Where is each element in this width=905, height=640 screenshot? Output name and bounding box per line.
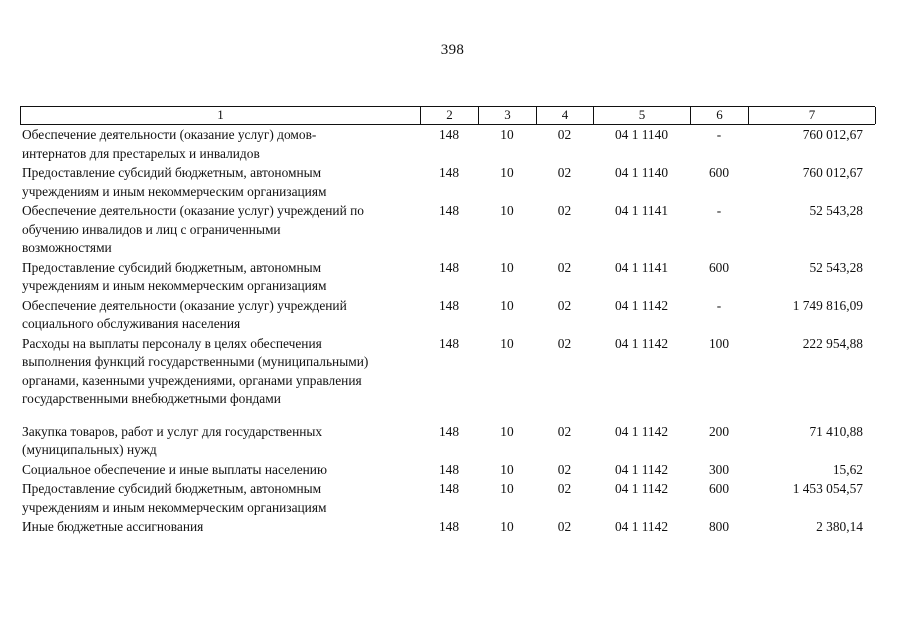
admin-code: 148 (438, 519, 460, 534)
amount-value: 52 543,28 (809, 203, 863, 218)
section-code: 10 (500, 297, 514, 313)
admin-code: 148 (438, 259, 460, 275)
section-code: 10 (500, 203, 514, 218)
description-line: Социальное обеспечение и иные выплаты населению (22, 461, 327, 477)
subsection-code: 02 (557, 335, 572, 351)
amount-value: 760 012,67 (802, 127, 863, 142)
table-row (20, 334, 875, 409)
description-line: учреждениям и иным некоммерческим организациям (22, 278, 327, 293)
target-article-code: 04 1 1142 (614, 297, 669, 313)
row-description (20, 517, 420, 537)
target-article-code: 04 1 1141 (614, 259, 669, 275)
description-line: (муниципальных) нужд (22, 442, 157, 457)
table-row (20, 517, 875, 537)
section-code: 10 (500, 481, 514, 496)
description-line: Закупка товаров, работ и услуг для государственных (22, 423, 323, 439)
expense-type-code: - (716, 127, 722, 142)
table-row (20, 163, 875, 201)
column-header: 1 (21, 107, 421, 124)
description-line: Обеспечение деятельности (оказание услуг) домов- (22, 127, 317, 142)
budget-table (20, 106, 875, 537)
description-line: Предоставление субсидий бюджетным, автономным (22, 259, 322, 275)
description-line: Обеспечение деятельности (оказание услуг) учреждений (22, 297, 347, 313)
admin-code: 148 (438, 481, 460, 496)
expense-type-code: 600 (708, 259, 730, 275)
section-code: 10 (500, 127, 514, 142)
table-header-row (20, 106, 875, 125)
admin-code: 148 (438, 335, 460, 351)
section-code: 10 (500, 519, 514, 534)
column-header: 7 (749, 107, 876, 124)
row-description (20, 258, 420, 296)
target-article-code: 04 1 1142 (614, 461, 669, 477)
section-code: 10 (500, 335, 514, 351)
table-row (20, 460, 875, 480)
amount-value: 760 012,67 (802, 165, 863, 180)
amount-value: 71 410,88 (809, 423, 863, 439)
subsection-code: 02 (557, 519, 572, 534)
expense-type-code: 600 (708, 481, 730, 496)
subsection-code: 02 (557, 297, 572, 313)
target-article-code: 04 1 1141 (614, 203, 669, 218)
row-description (20, 479, 420, 517)
subsection-code: 02 (557, 259, 572, 275)
description-line: Предоставление субсидий бюджетным, автономным (22, 165, 322, 180)
subsection-code: 02 (557, 203, 572, 218)
amount-value: 1 453 054,57 (792, 481, 863, 496)
expense-type-code: 600 (708, 165, 730, 180)
section-code: 10 (500, 461, 514, 477)
subsection-code: 02 (557, 127, 572, 142)
column-header: 4 (537, 107, 594, 124)
admin-code: 148 (438, 203, 460, 218)
expense-type-code: - (716, 203, 722, 218)
table-body (20, 125, 875, 537)
row-description (20, 296, 420, 334)
description-line: государственными внебюджетными фондами (22, 391, 281, 406)
table-row (20, 125, 875, 163)
admin-code: 148 (438, 127, 460, 142)
description-line: Обеспечение деятельности (оказание услуг) учреждений по (22, 203, 364, 218)
section-code: 10 (500, 423, 514, 439)
admin-code: 148 (438, 461, 460, 477)
section-code: 10 (500, 259, 514, 275)
expense-type-code: 100 (708, 335, 730, 351)
admin-code: 148 (438, 297, 460, 313)
target-article-code: 04 1 1142 (614, 423, 669, 439)
description-line: учреждениям и иным некоммерческим организациям (22, 183, 327, 199)
column-header: 3 (479, 107, 537, 124)
amount-value: 2 380,14 (816, 519, 863, 534)
target-article-code: 04 1 1142 (614, 481, 669, 496)
description-line: социального обслуживания населения (22, 316, 241, 331)
subsection-code: 02 (557, 423, 572, 439)
column-header: 5 (594, 107, 691, 124)
description-line: возможностями (22, 240, 112, 255)
table-row (20, 201, 875, 258)
subsection-code: 02 (557, 481, 572, 496)
description-line: органами, казенными учреждениями, органами управления (22, 372, 362, 388)
row-description (20, 163, 420, 201)
page-number: 398 (440, 42, 465, 58)
description-line: Расходы на выплаты персоналу в целях обеспечения (22, 335, 322, 351)
row-description (20, 422, 420, 460)
description-line: Предоставление субсидий бюджетным, автономным (22, 481, 322, 496)
target-article-code: 04 1 1140 (614, 165, 669, 180)
expense-type-code: 200 (708, 423, 730, 439)
expense-type-code: 800 (708, 519, 730, 534)
expense-type-code: - (716, 297, 722, 313)
subsection-code: 02 (557, 461, 572, 477)
target-article-code: 04 1 1142 (614, 335, 669, 351)
subsection-code: 02 (557, 165, 572, 180)
description-line: Иные бюджетные ассигнования (22, 519, 204, 534)
amount-value: 222 954,88 (802, 335, 863, 351)
table-row (20, 296, 875, 334)
row-description (20, 201, 420, 258)
row-description (20, 125, 420, 163)
description-line: выполнения функций государственными (муниципальными) (22, 354, 369, 369)
target-article-code: 04 1 1142 (614, 519, 669, 534)
table-row (20, 258, 875, 296)
column-header: 2 (421, 107, 479, 124)
amount-value: 52 543,28 (809, 259, 863, 275)
table-row (20, 479, 875, 517)
row-description (20, 460, 420, 480)
expense-type-code: 300 (708, 461, 730, 477)
description-line: обучению инвалидов и лиц с ограниченными (22, 221, 281, 237)
amount-value: 1 749 816,09 (792, 297, 863, 313)
table-row (20, 422, 875, 460)
description-line: интернатов для престарелых и инвалидов (22, 145, 260, 161)
column-header: 6 (691, 107, 749, 124)
amount-value: 15,62 (832, 461, 863, 477)
admin-code: 148 (438, 165, 460, 180)
row-description (20, 334, 420, 409)
description-line: учреждениям и иным некоммерческим организациям (22, 499, 327, 515)
admin-code: 148 (438, 423, 460, 439)
target-article-code: 04 1 1140 (614, 127, 669, 142)
section-code: 10 (500, 165, 514, 180)
